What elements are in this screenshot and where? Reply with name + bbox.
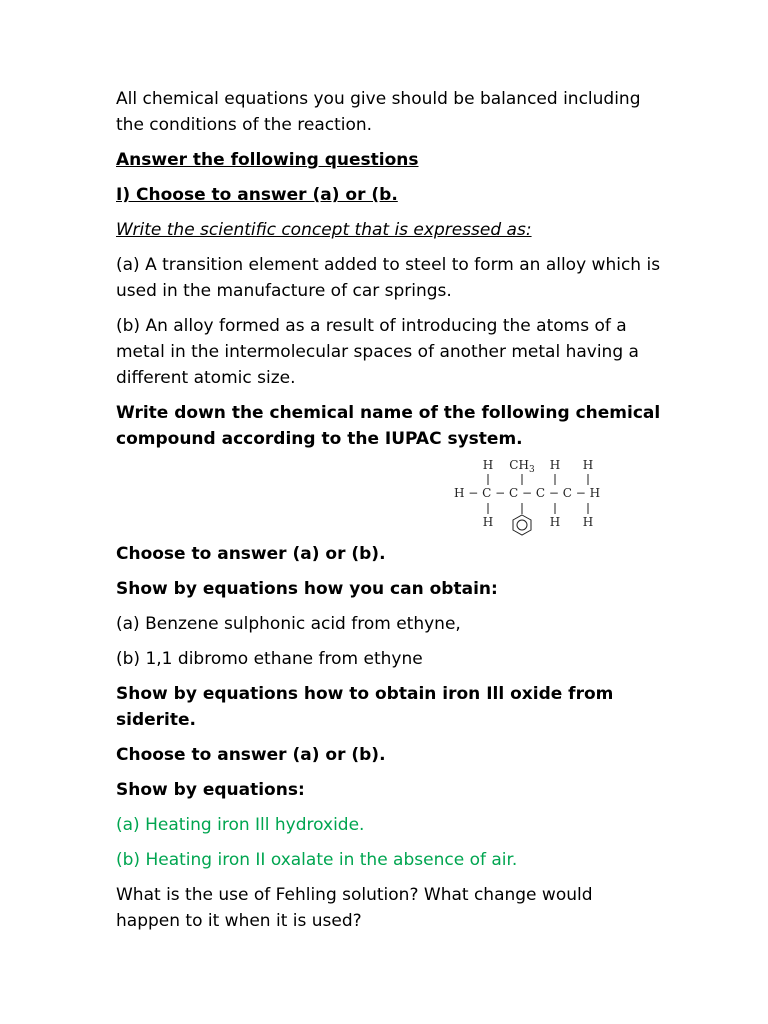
intro-text: All chemical equations you give should be balanced including the conditions of the reaction. — [116, 89, 641, 135]
question-2b: (b) 1,1 dibromo ethane from ethyne — [116, 649, 423, 669]
question-4b: (b) Heating iron II oxalate in the absence of air. — [116, 850, 518, 870]
question-4a: (a) Heating iron Ill hydroxide. — [116, 815, 365, 835]
structure-container — [116, 457, 661, 541]
show-obtain-prompt: Show by equations how you can obtain: — [116, 579, 498, 599]
bottom-label-h3: H — [582, 515, 594, 529]
top-label-ch3: $CH_3$ — [509, 458, 535, 475]
top-label-h3: H — [582, 458, 594, 472]
chemical-structure — [454, 457, 626, 541]
question-1b: (b) An alloy formed as a result of introducing the atoms of a metal in the intermolecular spaces of another metal having a different atomic size. — [116, 316, 639, 388]
top-label-h1: H — [482, 458, 494, 472]
top-label-h2: H — [549, 458, 561, 472]
question-3: Show by equations how to obtain iron Ill oxide from siderite. — [116, 684, 614, 730]
question-1a: (a) A transition element added to steel to form an alloy which is used in the manufacture of car springs. — [116, 255, 661, 301]
section1-title: I) Choose to answer (a) or (b. — [116, 185, 398, 205]
bottom-label-h2: H — [549, 515, 561, 529]
carbon-chain-row: H − C − C − C − C − H — [454, 486, 601, 500]
document-body — [116, 86, 661, 943]
choose-prompt-2: Choose to answer (a) or (b). — [116, 544, 386, 564]
question-5: What is the use of Fehling solution? What change would happen to it when it is used? — [116, 885, 593, 931]
bottom-label-h1: H — [482, 515, 494, 529]
heading: Answer the following questions — [116, 150, 419, 170]
concept-prompt: Write the scientific concept that is expressed as: — [116, 220, 532, 240]
iupac-prompt: Write down the chemical name of the following chemical compound according to the IUPAC system. — [116, 403, 661, 449]
phenyl-ring-icon — [513, 515, 531, 535]
show-equations-prompt: Show by equations: — [116, 780, 305, 800]
question-2a: (a) Benzene sulphonic acid from ethyne, — [116, 614, 461, 634]
choose-prompt-3: Choose to answer (a) or (b). — [116, 745, 386, 765]
